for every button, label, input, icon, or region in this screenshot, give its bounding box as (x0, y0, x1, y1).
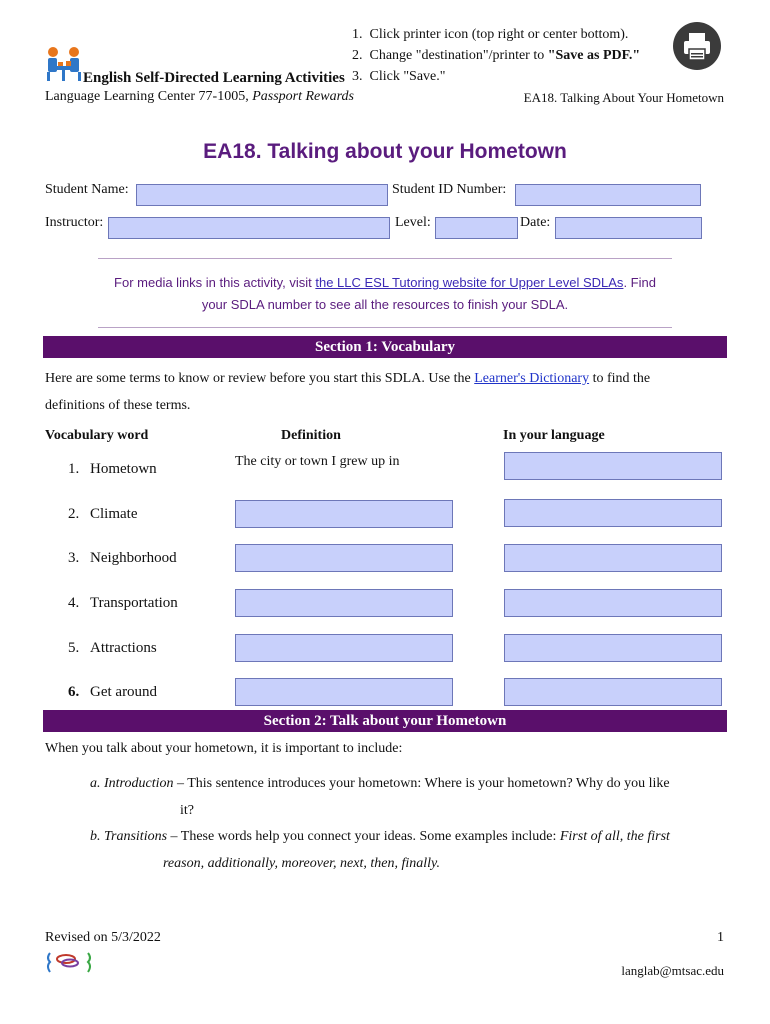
vocab-num-3: 3. (68, 550, 80, 566)
item-a-introduction: a. Introduction – This sentence introduces your hometown: Where is your hometown? Why do you like it? (90, 776, 670, 818)
llc-logo (44, 46, 84, 82)
student-name-label: Student Name: (45, 182, 129, 197)
learners-dictionary-link[interactable]: Learner's Dictionary (474, 371, 590, 386)
header-code: EA18. Talking About Your Hometown (523, 90, 724, 105)
contact-email[interactable]: langlab@mtsac.edu (621, 963, 724, 978)
definition-field-climate[interactable] (235, 500, 453, 528)
definition-hometown: The city or town I grew up in (235, 454, 400, 469)
definition-field-attractions[interactable] (235, 634, 453, 662)
language-field-climate[interactable] (504, 499, 722, 527)
section1-intro: Here are some terms to know or review before you start this SDLA. Use the Learner's Dictionary to find the definitions of these terms. (45, 371, 651, 413)
page-number: 1 (717, 930, 724, 945)
vocab-num-1: 1. (68, 461, 80, 477)
level-field[interactable] (435, 217, 518, 239)
llc-tutoring-link[interactable]: the LLC ESL Tutoring website for Upper Level SDLAs (315, 275, 624, 290)
vocab-word-transportation: Transportation (90, 595, 178, 611)
vocab-word-hometown: Hometown (90, 461, 157, 477)
section1-header: Section 1: Vocabulary (43, 336, 727, 358)
vocab-num-5: 5. (68, 640, 80, 656)
definition-field-neighborhood[interactable] (235, 544, 453, 572)
language-field-hometown[interactable] (504, 452, 722, 480)
col-vocab-word: Vocabulary word (45, 428, 149, 443)
item-b-transitions: b. Transitions – These words help you connect your ideas. Some examples include: First of all, the first reason, additionally, moreover, next, then, finally. (90, 829, 670, 871)
instruction-1: 1. Click printer icon (top right or center bottom). (352, 27, 629, 42)
revised-date: Revised on 5/3/2022 (45, 930, 161, 945)
section2-header: Section 2: Talk about your Hometown (43, 710, 727, 732)
student-name-field[interactable] (136, 184, 388, 206)
vocab-num-2: 2. (68, 506, 80, 522)
language-field-get-around[interactable] (504, 678, 722, 706)
date-field[interactable] (555, 217, 702, 239)
instructor-label: Instructor: (45, 215, 104, 230)
printer-icon (673, 22, 721, 70)
vocab-word-climate: Climate (90, 506, 138, 522)
footer-logo (44, 950, 96, 976)
language-field-neighborhood[interactable] (504, 544, 722, 572)
definition-field-transportation[interactable] (235, 589, 453, 617)
level-label: Level: (395, 215, 431, 230)
instruction-3: 3. Click "Save." (352, 69, 446, 84)
media-note: For media links in this activity, visit the LLC ESL Tutoring website for Upper Level SDLAs. Find your SDLA number to see all the resources to finish your SDLA. (114, 275, 656, 312)
vocab-word-neighborhood: Neighborhood (90, 550, 177, 566)
page-title: EA18. Talking about your Hometown (203, 140, 567, 163)
vocab-num-6: 6. (68, 684, 80, 700)
language-field-transportation[interactable] (504, 589, 722, 617)
vocab-num-4: 4. (68, 595, 80, 611)
instruction-2: 2. Change "destination"/printer to "Save as PDF." (352, 48, 641, 63)
vocab-word-get-around: Get around (90, 684, 158, 700)
date-label: Date: (520, 215, 551, 230)
student-id-label: Student ID Number: (392, 182, 507, 197)
printer-button[interactable] (673, 22, 721, 70)
instructor-field[interactable] (108, 217, 390, 239)
divider-bottom (98, 327, 672, 328)
vocab-word-attractions: Attractions (90, 640, 157, 656)
definition-field-get-around[interactable] (235, 678, 453, 706)
header-center-line: Language Learning Center 77-1005, Passport Rewards (45, 89, 354, 104)
col-definition: Definition (281, 428, 341, 443)
language-field-attractions[interactable] (504, 634, 722, 662)
col-in-your-language: In your language (503, 428, 605, 443)
section2-intro: When you talk about your hometown, it is important to include: (45, 741, 403, 756)
student-id-field[interactable] (515, 184, 701, 206)
program-title: English Self-Directed Learning Activities (83, 70, 345, 86)
print-instructions (352, 24, 640, 87)
divider-top (98, 258, 672, 259)
